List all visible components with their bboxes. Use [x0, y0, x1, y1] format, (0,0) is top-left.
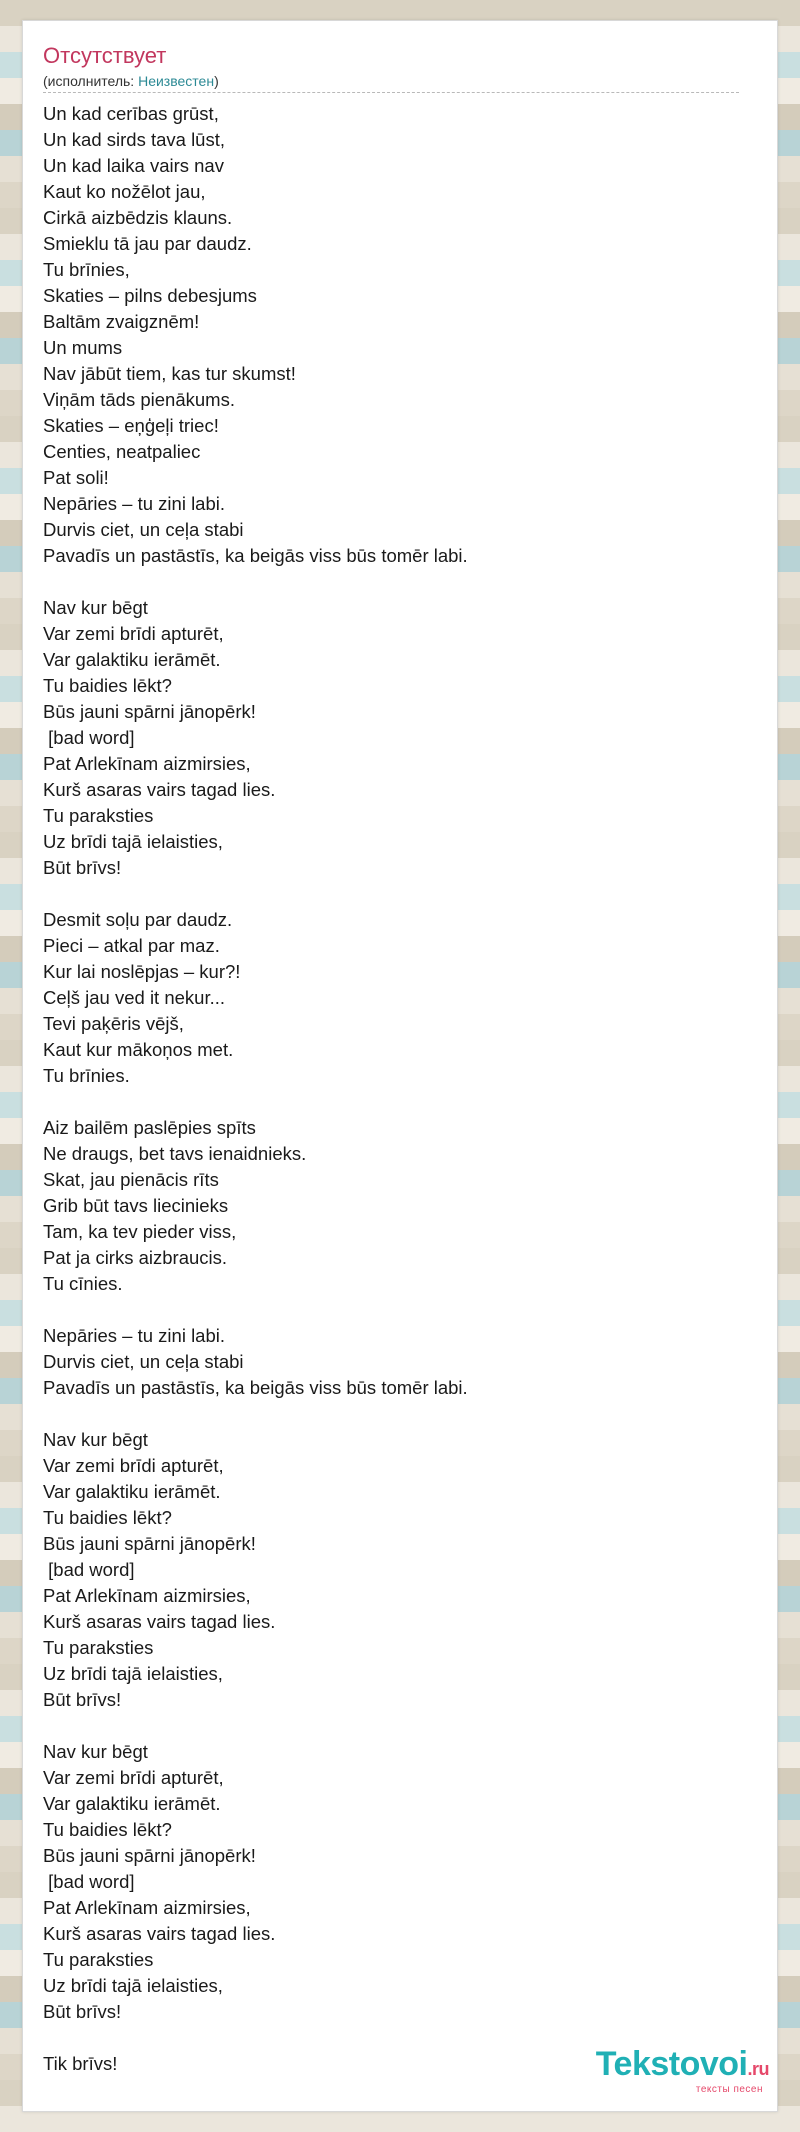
header-divider — [43, 92, 739, 93]
lyric-line: Grib būt tavs liecinieks — [43, 1195, 229, 1216]
lyric-line: Aiz bailēm paslēpies spīts — [43, 1117, 256, 1138]
lyric-line: Kaut ko nožēlot jau, — [43, 181, 206, 202]
lyric-line: Tu baidies lēkt? — [43, 675, 172, 696]
lyric-line: Durvis ciet, un ceļa stabi — [43, 519, 244, 540]
lyric-line: Tu baidies lēkt? — [43, 1507, 172, 1528]
lyric-line: Un kad laika vairs nav — [43, 155, 224, 176]
lyric-line: Kaut kur mākoņos met. — [43, 1039, 234, 1060]
lyric-line: Var zemi brīdi apturēt, — [43, 1767, 224, 1788]
site-watermark — [596, 2047, 769, 2095]
lyric-line: Būt brīvs! — [43, 2001, 122, 2022]
lyrics-card — [22, 20, 778, 2112]
lyric-line: Skat, jau pienācis rīts — [43, 1169, 219, 1190]
song-title: Отсутствует — [43, 43, 167, 68]
lyric-line: Uz brīdi tajā ielaisties, — [43, 1663, 223, 1684]
lyric-line: Skaties – eņģeļi triec! — [43, 415, 219, 436]
lyric-line: Desmit soļu par daudz. — [43, 909, 233, 930]
lyric-line — [43, 1713, 743, 1739]
lyric-line: Tik brīvs! — [43, 2053, 118, 2074]
lyric-line: Tu paraksties — [43, 1637, 154, 1658]
lyric-line: Kur lai noslēpjas – kur?! — [43, 961, 241, 982]
lyric-line: Nav jābūt tiem, kas tur skumst! — [43, 363, 296, 384]
watermark-tld: .ru — [747, 2059, 769, 2079]
lyric-line: Būt brīvs! — [43, 857, 122, 878]
lyric-line: Uz brīdi tajā ielaisties, — [43, 1975, 223, 1996]
lyric-line: Var galaktiku ierāmēt. — [43, 1793, 221, 1814]
lyric-line: Un mums — [43, 337, 123, 358]
lyric-line: Pat Arlekīnam aizmirsies, — [43, 1897, 251, 1918]
lyric-line: Būs jauni spārni jānopērk! — [43, 1533, 256, 1554]
lyric-line: Pieci – atkal par maz. — [43, 935, 220, 956]
lyric-line — [43, 1401, 743, 1427]
lyric-line: Būs jauni spārni jānopērk! — [43, 1845, 256, 1866]
lyric-line: Durvis ciet, un ceļa stabi — [43, 1351, 244, 1372]
lyric-line: Kurš asaras vairs tagad lies. — [43, 1923, 276, 1944]
watermark-brand: Tekstovoi — [595, 2045, 748, 2083]
lyric-line: [bad word] — [43, 1871, 135, 1892]
lyric-line: Kurš asaras vairs tagad lies. — [43, 779, 276, 800]
artist-suffix: ) — [214, 73, 219, 89]
lyric-line: Nav kur bēgt — [43, 1429, 148, 1450]
artist-link[interactable]: Неизвестен — [138, 73, 215, 89]
lyric-line: Nepāries – tu zini labi. — [43, 1325, 226, 1346]
lyric-line: Un kad cerības grūst, — [43, 103, 219, 124]
artist-line — [43, 73, 219, 89]
lyric-line: Ceļš jau ved it nekur... — [43, 987, 226, 1008]
lyric-line: Pavadīs un pastāstīs, ka beigās viss būs tomēr labi. — [43, 545, 468, 566]
watermark-logo — [596, 2047, 769, 2086]
lyric-line — [43, 1297, 743, 1323]
lyric-line: Pavadīs un pastāstīs, ka beigās viss būs tomēr labi. — [43, 1377, 468, 1398]
lyric-line: Tu paraksties — [43, 1949, 154, 1970]
lyric-line: Nav kur bēgt — [43, 597, 148, 618]
lyric-line: Nepāries – tu zini labi. — [43, 493, 226, 514]
lyric-line: Baltām zvaigznēm! — [43, 311, 200, 332]
lyric-line — [43, 1089, 743, 1115]
lyric-line: [bad word] — [43, 727, 135, 748]
lyric-line: Var galaktiku ierāmēt. — [43, 1481, 221, 1502]
lyric-line: Pat Arlekīnam aizmirsies, — [43, 1585, 251, 1606]
lyric-line: Tam, ka tev pieder viss, — [43, 1221, 237, 1242]
lyric-line: Var zemi brīdi apturēt, — [43, 1455, 224, 1476]
lyric-line: Kurš asaras vairs tagad lies. — [43, 1611, 276, 1632]
lyric-line: Tu cīnies. — [43, 1273, 123, 1294]
lyric-line: Būt brīvs! — [43, 1689, 122, 1710]
lyric-line: Tu paraksties — [43, 805, 154, 826]
lyric-line: Viņām tāds pienākums. — [43, 389, 235, 410]
lyric-line: Skaties – pilns debesjums — [43, 285, 257, 306]
lyric-line — [43, 569, 743, 595]
lyric-line: Tevi paķēris vējš, — [43, 1013, 184, 1034]
lyric-line: Var galaktiku ierāmēt. — [43, 649, 221, 670]
lyric-line: Tu brīnies. — [43, 1065, 130, 1086]
lyric-line: Būs jauni spārni jānopērk! — [43, 701, 256, 722]
watermark-tagline: тексты песен — [695, 2084, 763, 2095]
lyric-line: Smieklu tā jau par daudz. — [43, 233, 252, 254]
lyric-line: Pat Arlekīnam aizmirsies, — [43, 753, 251, 774]
lyric-line: Ne draugs, bet tavs ienaidnieks. — [43, 1143, 307, 1164]
lyric-line: Tu brīnies, — [43, 259, 130, 280]
lyric-line: [bad word] — [43, 1559, 135, 1580]
lyric-line: Nav kur bēgt — [43, 1741, 148, 1762]
lyric-line: Tu baidies lēkt? — [43, 1819, 172, 1840]
lyric-line: Un kad sirds tava lūst, — [43, 129, 225, 150]
lyric-line: Pat ja cirks aizbraucis. — [43, 1247, 228, 1268]
lyric-line: Pat soli! — [43, 467, 109, 488]
lyric-line: Uz brīdi tajā ielaisties, — [43, 831, 223, 852]
artist-prefix: (исполнитель: — [43, 73, 139, 89]
lyric-line: Centies, neatpaliec — [43, 441, 201, 462]
lyric-line — [43, 881, 743, 907]
lyrics-body — [43, 101, 743, 2077]
lyric-line: Var zemi brīdi apturēt, — [43, 623, 224, 644]
lyric-line: Cirkā aizbēdzis klauns. — [43, 207, 233, 228]
